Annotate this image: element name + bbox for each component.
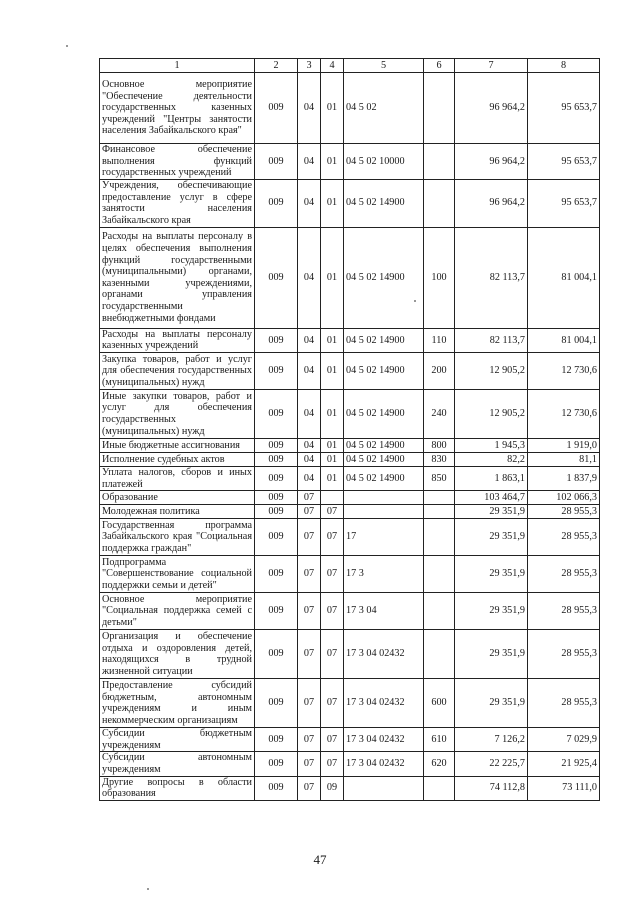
table-row: [100, 328, 600, 352]
section-cell: 07: [298, 556, 321, 593]
expense-type-cell: [424, 144, 455, 180]
amount-col7-cell: 29 351,9: [455, 630, 528, 679]
ministry-code-cell: 009: [255, 227, 298, 328]
row-name-cell: Основное мероприятие "Социальная поддержка семей с детьми": [100, 593, 255, 630]
amount-col7-cell: 96 964,2: [455, 144, 528, 180]
table-header: [100, 59, 600, 73]
ministry-code-cell: 009: [255, 752, 298, 776]
target-article-cell: 17 3 04 02432: [344, 630, 424, 679]
section-cell: 07: [298, 776, 321, 800]
target-article-cell: 04 5 02 14900: [344, 328, 424, 352]
ministry-code-cell: 009: [255, 593, 298, 630]
section-cell: 07: [298, 728, 321, 752]
table-row: [100, 630, 600, 679]
target-article-cell: 17 3: [344, 556, 424, 593]
expense-type-cell: 240: [424, 389, 455, 438]
ministry-code-cell: 009: [255, 556, 298, 593]
table-row: [100, 679, 600, 728]
row-name-cell: Субсидии бюджетным учреждениям: [100, 728, 255, 752]
column-header: 5: [344, 59, 424, 73]
amount-col7-cell: 1 863,1: [455, 466, 528, 490]
amount-col8-cell: 81,1: [528, 452, 600, 466]
ministry-code-cell: 009: [255, 328, 298, 352]
target-article-cell: 04 5 02: [344, 73, 424, 144]
ministry-code-cell: 009: [255, 776, 298, 800]
column-header: 6: [424, 59, 455, 73]
target-article-cell: 04 5 02 14900: [344, 389, 424, 438]
target-article-cell: 04 5 02 14900: [344, 438, 424, 452]
expense-type-cell: [424, 776, 455, 800]
ministry-code-cell: 009: [255, 491, 298, 505]
ministry-code-cell: 009: [255, 73, 298, 144]
ministry-code-cell: 009: [255, 352, 298, 389]
amount-col8-cell: 7 029,9: [528, 728, 600, 752]
row-name-cell: Молодежная политика: [100, 505, 255, 519]
ministry-code-cell: 009: [255, 630, 298, 679]
row-name-cell: Исполнение судебных актов: [100, 452, 255, 466]
amount-col8-cell: 21 925,4: [528, 752, 600, 776]
ministry-code-cell: 009: [255, 452, 298, 466]
amount-col7-cell: 12 905,2: [455, 389, 528, 438]
ministry-code-cell: 009: [255, 519, 298, 556]
subsection-cell: [321, 491, 344, 505]
amount-col8-cell: 81 004,1: [528, 328, 600, 352]
table-row: [100, 452, 600, 466]
section-cell: 07: [298, 679, 321, 728]
expense-type-cell: [424, 519, 455, 556]
amount-col8-cell: 28 955,3: [528, 505, 600, 519]
amount-col8-cell: 12 730,6: [528, 389, 600, 438]
column-header: 7: [455, 59, 528, 73]
section-cell: 04: [298, 389, 321, 438]
table-row: [100, 556, 600, 593]
target-article-cell: 17 3 04 02432: [344, 752, 424, 776]
row-name-cell: Расходы на выплаты персоналу казенных учреждений: [100, 328, 255, 352]
section-cell: 04: [298, 328, 321, 352]
target-article-cell: 17: [344, 519, 424, 556]
amount-col7-cell: 82 113,7: [455, 328, 528, 352]
table-row: [100, 519, 600, 556]
ministry-code-cell: 009: [255, 505, 298, 519]
table-row: [100, 227, 600, 328]
target-article-cell: 04 5 02 14900: [344, 227, 424, 328]
amount-col8-cell: 28 955,3: [528, 679, 600, 728]
row-name-cell: Уплата налогов, сборов и иных платежей: [100, 466, 255, 490]
target-article-cell: [344, 505, 424, 519]
target-article-cell: 04 5 02 14900: [344, 466, 424, 490]
ministry-code-cell: 009: [255, 438, 298, 452]
column-header: 3: [298, 59, 321, 73]
subsection-cell: 07: [321, 630, 344, 679]
section-cell: 04: [298, 352, 321, 389]
row-name-cell: Учреждения, обеспечивающие предоставление услуг в сфере занятости населения Забайкальского края: [100, 179, 255, 227]
table-row: [100, 593, 600, 630]
target-article-cell: 04 5 02 10000: [344, 144, 424, 180]
scan-speck: [147, 888, 149, 890]
amount-col8-cell: 102 066,3: [528, 491, 600, 505]
amount-col7-cell: 96 964,2: [455, 73, 528, 144]
expense-type-cell: 110: [424, 328, 455, 352]
row-name-cell: Образование: [100, 491, 255, 505]
target-article-cell: 17 3 04: [344, 593, 424, 630]
section-cell: 07: [298, 752, 321, 776]
expense-type-cell: 610: [424, 728, 455, 752]
scan-speck: [414, 300, 416, 302]
target-article-cell: 17 3 04 02432: [344, 679, 424, 728]
section-cell: 07: [298, 630, 321, 679]
page-number: 47: [313, 852, 327, 867]
ministry-code-cell: 009: [255, 144, 298, 180]
subsection-cell: 01: [321, 328, 344, 352]
amount-col7-cell: 29 351,9: [455, 519, 528, 556]
amount-col8-cell: 28 955,3: [528, 630, 600, 679]
table-row: [100, 505, 600, 519]
ministry-code-cell: 009: [255, 466, 298, 490]
row-name-cell: Основное мероприятие "Обеспечение деятельности государственных казенных учреждений "Центры занятости населения Забайкальского края": [100, 73, 255, 144]
amount-col7-cell: 22 225,7: [455, 752, 528, 776]
amount-col7-cell: 29 351,9: [455, 593, 528, 630]
ministry-code-cell: 009: [255, 728, 298, 752]
row-name-cell: Закупка товаров, работ и услуг для обеспечения государственных (муниципальных) нужд: [100, 352, 255, 389]
table-row: [100, 144, 600, 180]
column-header: 8: [528, 59, 600, 73]
subsection-cell: 07: [321, 519, 344, 556]
target-article-cell: [344, 491, 424, 505]
subsection-cell: 01: [321, 144, 344, 180]
subsection-cell: 01: [321, 438, 344, 452]
amount-col8-cell: 95 653,7: [528, 73, 600, 144]
amount-col7-cell: 82 113,7: [455, 227, 528, 328]
section-cell: 04: [298, 452, 321, 466]
subsection-cell: 01: [321, 466, 344, 490]
subsection-cell: 07: [321, 505, 344, 519]
ministry-code-cell: 009: [255, 679, 298, 728]
table-row: [100, 73, 600, 144]
table-row: [100, 491, 600, 505]
table-row: [100, 438, 600, 452]
expense-type-cell: 600: [424, 679, 455, 728]
amount-col8-cell: 28 955,3: [528, 556, 600, 593]
expense-type-cell: 850: [424, 466, 455, 490]
subsection-cell: 07: [321, 752, 344, 776]
table-row: [100, 179, 600, 227]
section-cell: 04: [298, 73, 321, 144]
amount-col8-cell: 95 653,7: [528, 179, 600, 227]
subsection-cell: 01: [321, 389, 344, 438]
amount-col7-cell: 96 964,2: [455, 179, 528, 227]
amount-col8-cell: 95 653,7: [528, 144, 600, 180]
expense-type-cell: 800: [424, 438, 455, 452]
amount-col8-cell: 81 004,1: [528, 227, 600, 328]
subsection-cell: 07: [321, 728, 344, 752]
amount-col7-cell: 103 464,7: [455, 491, 528, 505]
expense-type-cell: 620: [424, 752, 455, 776]
amount-col8-cell: 12 730,6: [528, 352, 600, 389]
amount-col7-cell: 82,2: [455, 452, 528, 466]
amount-col8-cell: 28 955,3: [528, 593, 600, 630]
row-name-cell: Расходы на выплаты персоналу в целях обеспечения выполнения функций государственными (муниципальными) органами, казенными учреждениями, органами управления государственными внебюджетными фондами: [100, 227, 255, 328]
scan-speck: [66, 45, 68, 47]
subsection-cell: 07: [321, 679, 344, 728]
table-row: [100, 776, 600, 800]
section-cell: 04: [298, 227, 321, 328]
row-name-cell: Организация и обеспечение отдыха и оздоровления детей, находящихся в трудной жизненной ситуации: [100, 630, 255, 679]
table-body: [100, 73, 600, 801]
table-row: [100, 389, 600, 438]
subsection-cell: 01: [321, 452, 344, 466]
subsection-cell: 01: [321, 73, 344, 144]
row-name-cell: Финансовое обеспечение выполнения функций государственных учреждений: [100, 144, 255, 180]
subsection-cell: 07: [321, 556, 344, 593]
row-name-cell: Государственная программа Забайкальского края "Социальная поддержка граждан": [100, 519, 255, 556]
column-header: 1: [100, 59, 255, 73]
amount-col7-cell: 74 112,8: [455, 776, 528, 800]
ministry-code-cell: 009: [255, 389, 298, 438]
expense-type-cell: [424, 73, 455, 144]
row-name-cell: Другие вопросы в области образования: [100, 776, 255, 800]
table-row: [100, 752, 600, 776]
target-article-cell: 17 3 04 02432: [344, 728, 424, 752]
section-cell: 04: [298, 438, 321, 452]
amount-col7-cell: 29 351,9: [455, 505, 528, 519]
expense-type-cell: 830: [424, 452, 455, 466]
section-cell: 04: [298, 179, 321, 227]
row-name-cell: Субсидии автономным учреждениям: [100, 752, 255, 776]
amount-col8-cell: 1 837,9: [528, 466, 600, 490]
row-name-cell: Подпрограмма "Совершенствование социальной поддержки семьи и детей": [100, 556, 255, 593]
amount-col7-cell: 12 905,2: [455, 352, 528, 389]
subsection-cell: 01: [321, 227, 344, 328]
expense-type-cell: [424, 505, 455, 519]
row-name-cell: Предоставление субсидий бюджетным, автономным учреждениям и иным некоммерческим организациям: [100, 679, 255, 728]
table-row: [100, 728, 600, 752]
section-cell: 04: [298, 466, 321, 490]
subsection-cell: 01: [321, 179, 344, 227]
section-cell: 07: [298, 505, 321, 519]
expense-type-cell: [424, 179, 455, 227]
expense-type-cell: [424, 491, 455, 505]
budget-table: [99, 58, 600, 801]
expense-type-cell: 100: [424, 227, 455, 328]
target-article-cell: 04 5 02 14900: [344, 179, 424, 227]
ministry-code-cell: 009: [255, 179, 298, 227]
subsection-cell: 07: [321, 593, 344, 630]
subsection-cell: 01: [321, 352, 344, 389]
expense-type-cell: [424, 556, 455, 593]
section-cell: 04: [298, 144, 321, 180]
column-header: 2: [255, 59, 298, 73]
header-row: [100, 59, 600, 73]
target-article-cell: 04 5 02 14900: [344, 452, 424, 466]
amount-col8-cell: 28 955,3: [528, 519, 600, 556]
amount-col7-cell: 29 351,9: [455, 679, 528, 728]
row-name-cell: Иные закупки товаров, работ и услуг для обеспечения государственных (муниципальных) нужд: [100, 389, 255, 438]
section-cell: 07: [298, 593, 321, 630]
target-article-cell: [344, 776, 424, 800]
amount-col7-cell: 7 126,2: [455, 728, 528, 752]
table-row: [100, 352, 600, 389]
subsection-cell: 09: [321, 776, 344, 800]
column-header: 4: [321, 59, 344, 73]
amount-col7-cell: 29 351,9: [455, 556, 528, 593]
amount-col7-cell: 1 945,3: [455, 438, 528, 452]
row-name-cell: Иные бюджетные ассигнования: [100, 438, 255, 452]
section-cell: 07: [298, 491, 321, 505]
expense-type-cell: 200: [424, 352, 455, 389]
section-cell: 07: [298, 519, 321, 556]
amount-col8-cell: 73 111,0: [528, 776, 600, 800]
expense-type-cell: [424, 593, 455, 630]
expense-type-cell: [424, 630, 455, 679]
amount-col8-cell: 1 919,0: [528, 438, 600, 452]
target-article-cell: 04 5 02 14900: [344, 352, 424, 389]
table-row: [100, 466, 600, 490]
